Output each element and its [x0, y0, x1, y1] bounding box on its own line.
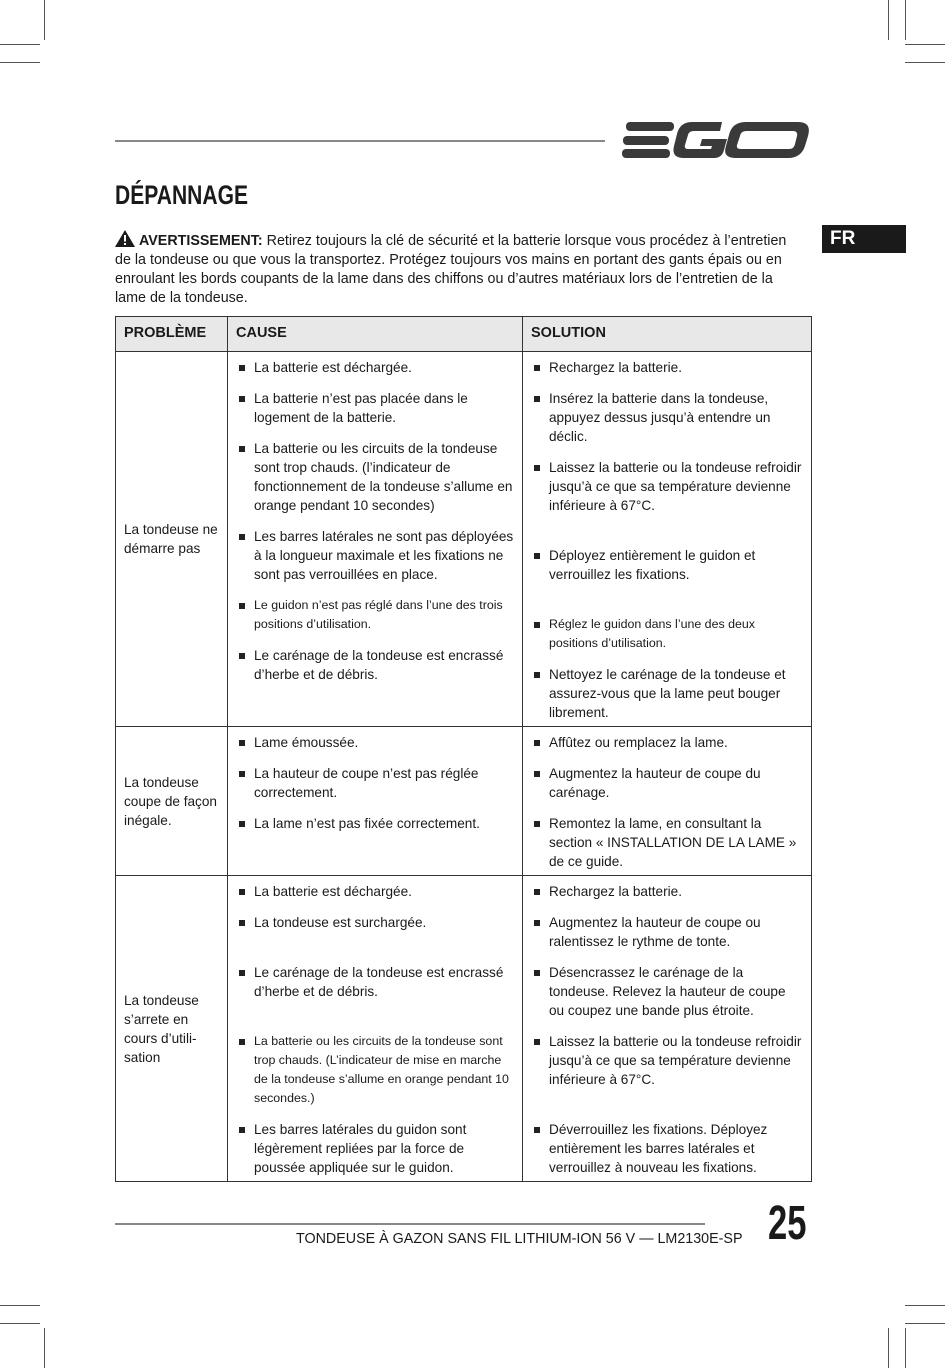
bullet-icon [534, 396, 540, 402]
table-row [116, 352, 812, 727]
column-header-cause: CAUSE [228, 317, 523, 352]
crop-mark [905, 62, 945, 63]
bullet-icon [239, 740, 245, 746]
cause-item [236, 882, 514, 901]
solution-text: Augmentez la hauteur de coupe du carénage. [549, 766, 761, 800]
crop-mark [888, 0, 889, 40]
cause-text: Les barres latérales ne sont pas déployées à la longueur maximale et les fixations ne sont pas verrouillées en place. [254, 529, 514, 582]
solution-text: Laissez la batterie ou la tondeuse refroidir jusqu’à ce que sa température devienne inférieure à 67°C. [549, 1034, 802, 1087]
bullet-icon [239, 771, 245, 777]
solution-item [531, 913, 803, 951]
cause-text: Le carénage de la tondeuse est encrassé d’herbe et de débris. [254, 648, 504, 682]
column-header-solution: SOLUTION [523, 317, 812, 352]
language-tab: FR [822, 225, 906, 253]
warning-label: AVERTISSEMENT: [139, 233, 263, 249]
crop-mark [905, 1305, 945, 1306]
cause-text: La batterie est déchargée. [254, 884, 412, 899]
problem-cell: La tondeuse ne démarre pas [116, 352, 228, 727]
solution-item [531, 546, 803, 603]
solution-text: Déployez entièrement le guidon et verrouillez les fixations. [549, 548, 756, 582]
troubleshooting-table [115, 316, 812, 1182]
crop-mark [44, 0, 45, 40]
bullet-icon [239, 396, 245, 402]
bullet-icon [534, 920, 540, 926]
crop-mark [905, 1328, 906, 1368]
bullet-icon [534, 1039, 540, 1045]
warning-text: Retirez toujours la clé de sécurité et la batterie lorsque vous procédez à l’entretien de la tondeuse ou que vous la transportez. Protégez toujours vos mains en portant des gants épais ou en enroulant les bords coupants de la lame dans des chiffons ou d’autres matériaux lors de l’entretien de la lame de la tondeuse. [115, 233, 787, 306]
problem-cell: La tondeuse coupe de façon inégale. [116, 727, 228, 876]
cause-cell [228, 727, 523, 876]
table-row [116, 727, 812, 876]
bullet-icon [534, 771, 540, 777]
cause-cell [228, 352, 523, 727]
cause-text: La lame n’est pas fixée correctement. [254, 816, 480, 831]
solution-text: Remontez la lame, en consultant la section « INSTALLATION DE LA LAME » de ce guide. [549, 816, 797, 869]
cause-item [236, 764, 514, 802]
solution-cell [523, 876, 812, 1182]
solution-item [531, 389, 803, 446]
solution-item [531, 615, 803, 653]
cause-item [236, 389, 514, 427]
cause-text: Les barres latérales du guidon sont légèrement repliées par la force de poussée appliquée sur le guidon. [254, 1122, 467, 1175]
bullet-icon [534, 622, 540, 628]
crop-mark [0, 1323, 40, 1324]
solution-text: Déverrouillez les fixations. Déployez entièrement les barres latérales et verrouillez à nouveau les fixations. [549, 1122, 768, 1175]
crop-mark [0, 1305, 40, 1306]
solution-item [531, 733, 803, 752]
crop-mark [44, 1328, 45, 1368]
solution-text: Rechargez la batterie. [549, 360, 682, 375]
bullet-icon [239, 603, 245, 609]
bullet-icon [239, 889, 245, 895]
cause-item [236, 646, 514, 703]
cause-text: Le carénage de la tondeuse est encrassé d’herbe et de débris. [254, 965, 504, 999]
page-number: 25 [768, 1197, 807, 1250]
bullet-icon [239, 920, 245, 926]
bullet-icon [239, 970, 245, 976]
problem-cell: La tondeuse s’arrete en cours d’utili-sation [116, 876, 228, 1182]
bullet-icon [534, 821, 540, 827]
cause-item [236, 733, 514, 752]
bullet-icon [239, 1039, 245, 1045]
solution-text: Augmentez la hauteur de coupe ou ralentissez le rythme de tonte. [549, 915, 761, 949]
cause-text: La batterie est déchargée. [254, 360, 412, 375]
cause-item [236, 814, 514, 852]
cause-item [236, 527, 514, 584]
bullet-icon [239, 1127, 245, 1133]
cause-text: Le guidon n’est pas réglé dans l’une des trois positions d’utilisation. [254, 598, 503, 631]
solution-item [531, 963, 803, 1020]
crop-mark [888, 1328, 889, 1368]
footer-rule [115, 1223, 705, 1225]
cause-cell [228, 876, 523, 1182]
bullet-icon [239, 534, 245, 540]
bullet-icon [239, 446, 245, 452]
solution-item [531, 814, 803, 871]
bullet-icon [534, 365, 540, 371]
solution-text: Réglez le guidon dans l’une des deux positions d’utilisation. [549, 617, 755, 650]
warning-paragraph [115, 230, 805, 308]
solution-item [531, 358, 803, 377]
header-rule [115, 140, 605, 142]
bullet-icon [534, 672, 540, 678]
table-header-row [116, 317, 812, 352]
page-title: DÉPANNAGE [115, 180, 249, 210]
cause-item [236, 439, 514, 515]
bullet-icon [239, 653, 245, 659]
cause-text: La batterie n’est pas placée dans le logement de la batterie. [254, 391, 468, 425]
solution-text: Désencrassez le carénage de la tondeuse. Relevez la hauteur de coupe ou coupez une bande plus étroite. [549, 965, 786, 1018]
solution-text: Insérez la batterie dans la tondeuse, appuyez dessus jusqu’à entendre un déclic. [549, 391, 771, 444]
solution-item [531, 458, 803, 534]
cause-item [236, 913, 514, 951]
solution-item [531, 882, 803, 901]
solution-item [531, 764, 803, 802]
crop-mark [905, 1323, 945, 1324]
cause-text: La tondeuse est surchargée. [254, 915, 427, 930]
bullet-icon [534, 970, 540, 976]
bullet-icon [239, 821, 245, 827]
cause-item [236, 1032, 514, 1108]
cause-item [236, 358, 514, 377]
crop-mark [905, 44, 945, 45]
solution-cell [523, 352, 812, 727]
footer-text: TONDEUSE À GAZON SANS FIL LITHIUM-ION 56 V — LM2130E-SP [296, 1231, 743, 1247]
solution-text: Nettoyez le carénage de la tondeuse et assurez-vous que la lame peut bouger librement. [549, 667, 786, 720]
crop-mark [905, 0, 906, 40]
bullet-icon [534, 465, 540, 471]
column-header-probleme: PROBLÈME [116, 317, 228, 352]
warning-triangle-icon [115, 230, 135, 247]
bullet-icon [534, 553, 540, 559]
solution-text: Laissez la batterie ou la tondeuse refroidir jusqu’à ce que sa température devienne inférieure à 67°C. [549, 460, 802, 513]
crop-mark [0, 62, 40, 63]
solution-text: Rechargez la batterie. [549, 884, 682, 899]
cause-text: La batterie ou les circuits de la tondeuse sont trop chauds. (l’indicateur de fonctionnement de la tondeuse s’allume en orange pendant 10 secondes) [254, 441, 513, 513]
solution-text: Affûtez ou remplacez la lame. [549, 735, 728, 750]
cause-item [236, 596, 514, 634]
solution-item [531, 1032, 803, 1108]
solution-item [531, 665, 803, 722]
cause-text: La hauteur de coupe n’est pas réglée correctement. [254, 766, 479, 800]
cause-item [236, 1120, 514, 1177]
solution-item [531, 1120, 803, 1177]
cause-text: Lame émoussée. [254, 735, 359, 750]
solution-cell [523, 727, 812, 876]
bullet-icon [534, 740, 540, 746]
table-row [116, 876, 812, 1182]
crop-mark [0, 44, 40, 45]
bullet-icon [534, 1127, 540, 1133]
bullet-icon [239, 365, 245, 371]
ego-logo [622, 118, 810, 162]
cause-item [236, 963, 514, 1020]
cause-text: La batterie ou les circuits de la tondeuse sont trop chauds. (L’indicateur de mise en marche de la tondeuse s’allume en orange pendant 10 secondes.) [254, 1034, 509, 1105]
bullet-icon [534, 889, 540, 895]
